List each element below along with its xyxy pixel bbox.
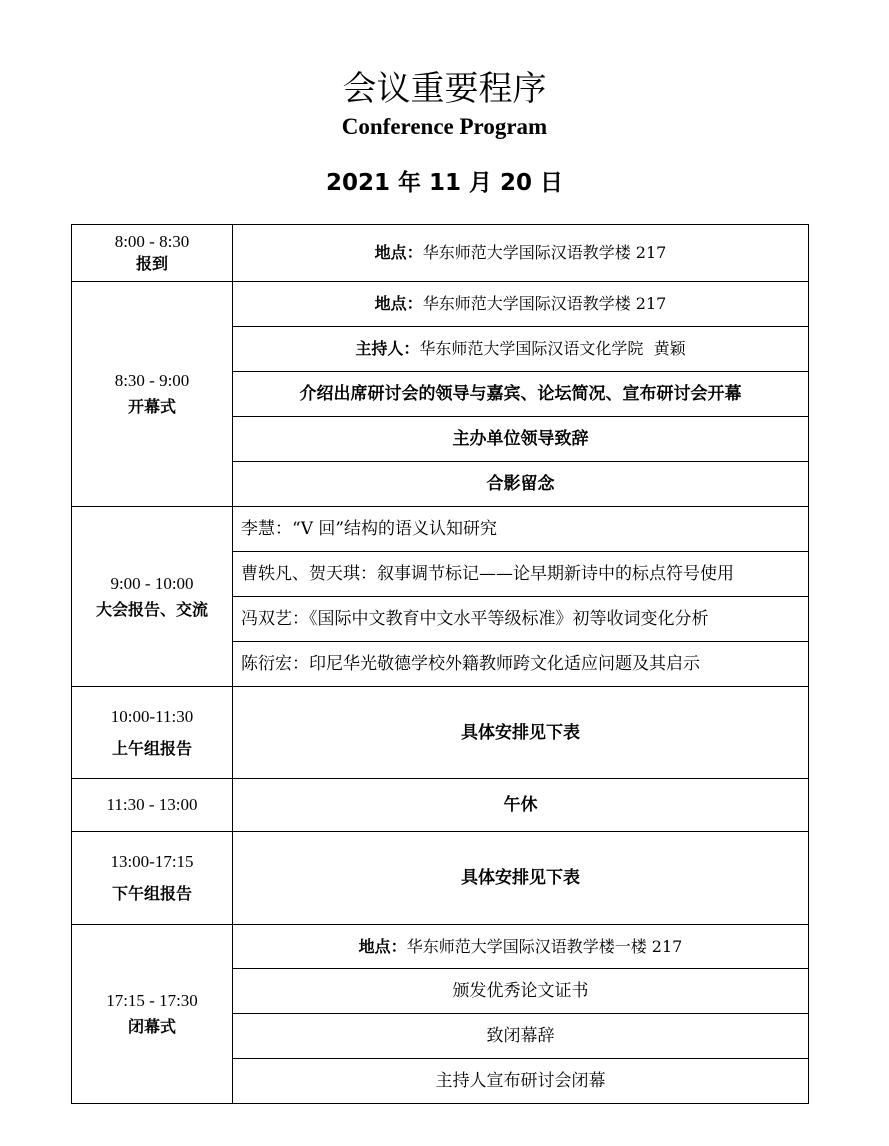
location-label: 地点： — [374, 294, 423, 313]
agenda-item: 颁发优秀论文证书 — [233, 969, 809, 1014]
time-cell — [72, 282, 233, 507]
page-title: 会议重要程序 — [342, 69, 547, 109]
table-row — [72, 687, 809, 779]
table-row — [72, 225, 809, 282]
page-subtitle: Conference Program — [341, 114, 548, 139]
session-label: 开幕式 — [127, 397, 176, 416]
table-row — [72, 779, 809, 832]
location-cell — [233, 282, 809, 327]
session-content: 具体安排见下表 — [233, 832, 809, 925]
talk-item: 李慧：“V 回”结构的语义认知研究 — [233, 507, 809, 552]
location-value: 华东师范大学国际汉语教学楼一楼 217 — [406, 936, 683, 956]
session-label: 上午组报告 — [111, 738, 192, 758]
session-time: 9:00 - 10:00 — [110, 573, 194, 593]
time-cell — [72, 687, 233, 779]
session-content: 具体安排见下表 — [233, 687, 809, 779]
session-label: 大会报告、交流 — [95, 599, 208, 619]
session-time: 11:30 - 13:00 — [106, 795, 198, 814]
program-table — [71, 224, 809, 1104]
talk-item: 冯双艺：《国际中文教育中文水平等级标准》初等收词变化分析 — [233, 597, 809, 642]
agenda-item: 致闭幕辞 — [233, 1014, 809, 1059]
session-time: 8:30 - 9:00 — [114, 371, 190, 390]
host-value: 华东师范大学国际汉语文化学院 黄颖 — [419, 339, 686, 358]
agenda-item: 主持人宣布研讨会闭幕 — [233, 1059, 809, 1104]
session-time: 10:00-11:30 — [110, 706, 194, 726]
time-cell — [72, 507, 233, 687]
session-time: 13:00-17:15 — [110, 852, 194, 871]
agenda-item: 合影留念 — [233, 462, 809, 507]
table-row — [72, 507, 809, 552]
talk-item: 陈衍宏：印尼华光敬德学校外籍教师跨文化适应问题及其启示 — [233, 642, 809, 687]
time-cell — [72, 779, 233, 832]
session-content: 午休 — [233, 779, 809, 832]
location-value: 华东师范大学国际汉语教学楼 217 — [422, 294, 667, 313]
table-row — [72, 282, 809, 327]
time-cell — [72, 925, 233, 1104]
host-label: 主持人： — [355, 339, 420, 358]
session-label: 报到 — [135, 254, 168, 273]
location-label: 地点： — [358, 936, 407, 956]
location-cell — [233, 225, 809, 282]
table-row — [72, 925, 809, 969]
table-row — [72, 832, 809, 925]
host-cell — [233, 327, 809, 372]
session-label: 下午组报告 — [111, 884, 192, 903]
time-cell — [72, 832, 233, 925]
conference-date: 2021 年 11 月 20 日 — [325, 170, 564, 196]
agenda-item: 主办单位领导致辞 — [233, 417, 809, 462]
agenda-item: 介绍出席研讨会的领导与嘉宾、论坛简况、宣布研讨会开幕 — [233, 372, 809, 417]
session-time: 17:15 - 17:30 — [106, 991, 198, 1010]
talk-item: 曹轶凡、贺天琪：叙事调节标记——论早期新诗中的标点符号使用 — [233, 552, 809, 597]
location-cell — [233, 925, 809, 969]
time-cell — [72, 225, 233, 282]
session-time: 8:00 - 8:30 — [114, 232, 190, 251]
location-value: 华东师范大学国际汉语教学楼 217 — [422, 243, 667, 262]
session-label: 闭幕式 — [127, 1017, 176, 1036]
location-label: 地点： — [374, 243, 423, 262]
